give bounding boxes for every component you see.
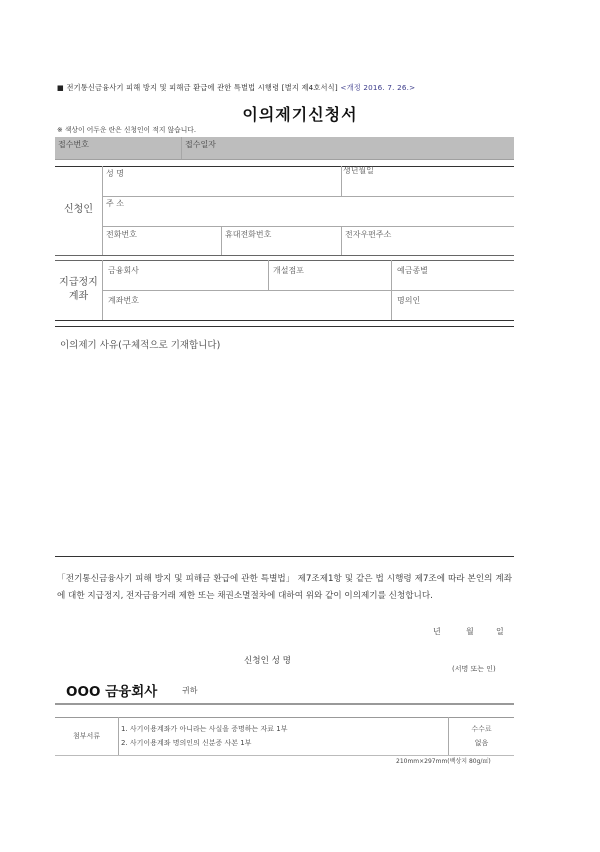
deposit-type-label: 예금종별 bbox=[397, 266, 428, 275]
applicant-section-label: 신청인 bbox=[64, 204, 93, 215]
applicant-bottom-border bbox=[55, 255, 514, 256]
account-section-label-line2: 계좌 bbox=[68, 291, 89, 302]
holder-field[interactable] bbox=[392, 306, 513, 319]
recipient-name: OOO 금융회사 bbox=[66, 684, 158, 700]
applicant-top-border bbox=[55, 166, 514, 167]
birthdate-label: 생년월일 bbox=[343, 166, 374, 175]
branch-label: 개설점포 bbox=[273, 266, 304, 275]
signature-label: 신청인 성 명 bbox=[244, 656, 291, 666]
attachments-label: 첨부서류 bbox=[72, 732, 101, 740]
branch-field[interactable] bbox=[269, 276, 390, 289]
name-label: 성 명 bbox=[106, 169, 124, 178]
receipt-date-label: 접수일자 bbox=[185, 140, 216, 149]
deposit-type-field[interactable] bbox=[392, 276, 513, 289]
phone-label: 전화번호 bbox=[106, 230, 137, 239]
reason-top-border bbox=[55, 326, 514, 327]
date-year-label: 년 bbox=[433, 627, 441, 636]
divider bbox=[448, 717, 449, 755]
attachments-top-border bbox=[55, 717, 514, 718]
attachment-item: 1. 사기이용계좌가 아니라는 사실을 증명하는 자료 1부 bbox=[121, 725, 288, 733]
divider bbox=[102, 196, 514, 197]
address-field[interactable] bbox=[103, 210, 513, 225]
bank-label: 금융회사 bbox=[108, 266, 139, 275]
account-number-label: 계좌번호 bbox=[108, 296, 139, 305]
account-bottom-border bbox=[55, 320, 514, 321]
bank-field[interactable] bbox=[103, 276, 267, 289]
mobile-field[interactable] bbox=[222, 240, 340, 254]
reason-label: 이의제기 사유(구체적으로 기재합니다) bbox=[60, 340, 221, 351]
email-field[interactable] bbox=[342, 240, 513, 254]
divider bbox=[102, 290, 514, 291]
holder-label: 명의인 bbox=[397, 296, 421, 305]
declaration-text: 「전기통신금융사기 피해 방지 및 피해금 환급에 관한 특별법」 제7조제1항 및 같은 법 시행령 제7조에 따라 본인의 계좌에 대한 지급정지, 전자금융거래 제한 또는 채권소멸절차에 대하여 위와 같이 이의제기를 신청합니다. bbox=[57, 574, 512, 601]
date-day-label: 일 bbox=[496, 627, 504, 636]
fee-value: 없음 bbox=[474, 739, 489, 747]
fee-label: 수수료 bbox=[471, 725, 492, 733]
reason-textarea[interactable] bbox=[56, 352, 513, 552]
address-label: 주 소 bbox=[106, 199, 124, 208]
receipt-row bbox=[55, 137, 514, 160]
section-divider bbox=[55, 703, 514, 705]
law-reference: ■ 전기통신금융사기 피해 방지 및 피해금 환급에 관한 특별법 시행령 [별지 제4호서식] bbox=[57, 83, 338, 92]
reason-bottom-border bbox=[55, 556, 514, 557]
divider bbox=[181, 137, 182, 159]
account-section-label-line1: 지급정지 bbox=[59, 277, 98, 288]
date-month-label: 월 bbox=[466, 627, 474, 636]
name-field[interactable] bbox=[103, 180, 340, 195]
phone-field[interactable] bbox=[103, 240, 220, 254]
form-title: 이의제기신청서 bbox=[242, 105, 358, 124]
receipt-number-label: 접수번호 bbox=[58, 140, 89, 149]
account-top-border bbox=[55, 260, 514, 261]
paper-spec: 210mm×297mm(백상지 80g/㎡) bbox=[396, 758, 491, 765]
attachment-item: 2. 사기이용계좌 명의인의 신분증 사본 1부 bbox=[121, 739, 252, 747]
divider bbox=[102, 226, 514, 227]
account-number-field[interactable] bbox=[103, 306, 390, 319]
account-section-label bbox=[55, 276, 102, 304]
law-reference-header bbox=[57, 83, 415, 93]
mobile-label: 휴대전화번호 bbox=[225, 230, 272, 239]
divider bbox=[118, 717, 119, 755]
email-label: 전자우편주소 bbox=[345, 230, 392, 239]
recipient-suffix: 귀하 bbox=[182, 686, 198, 695]
form-note: ※ 색상이 어두운 란은 신청인이 적지 않습니다. bbox=[57, 126, 197, 134]
birthdate-field[interactable] bbox=[342, 178, 513, 195]
signature-note: (서명 또는 인) bbox=[452, 665, 496, 673]
revision-date: <개정 2016. 7. 26.> bbox=[340, 83, 416, 92]
